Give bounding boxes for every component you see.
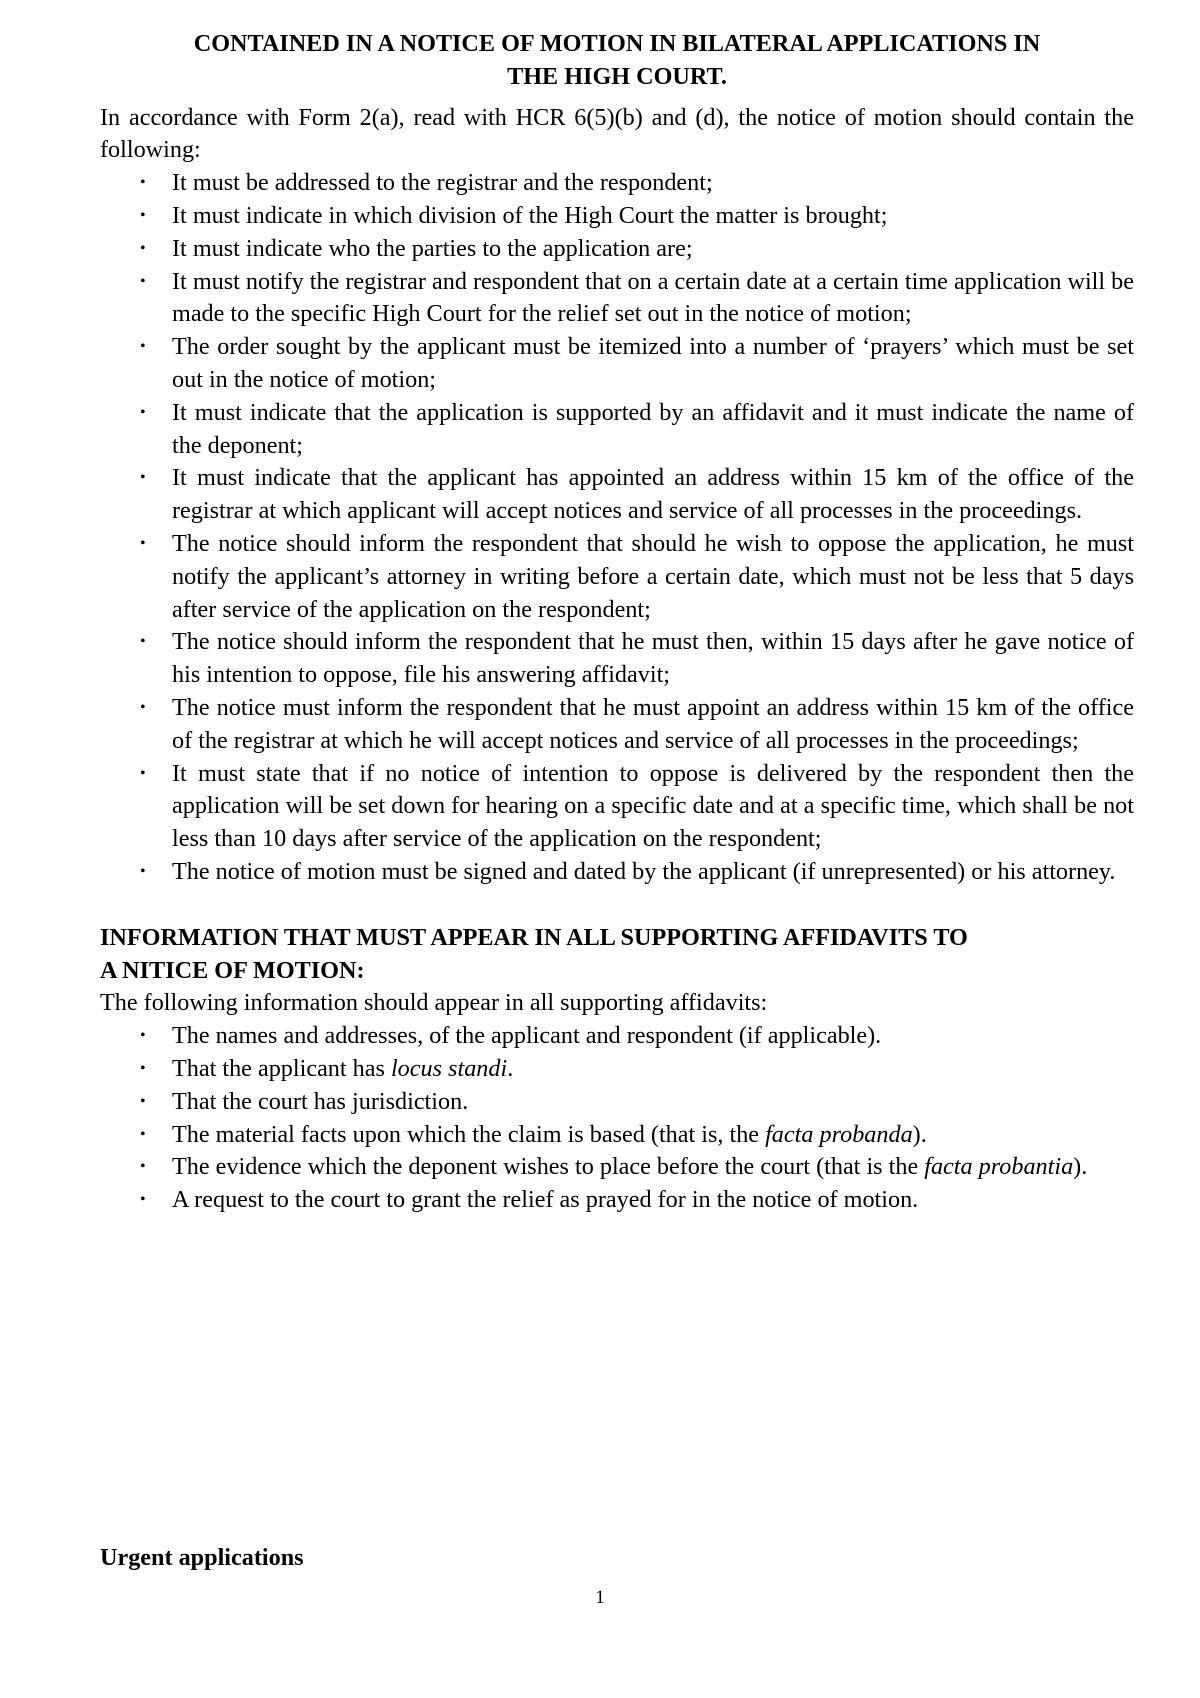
bullet-icon: •: [140, 338, 146, 356]
notice-list-item: [140, 626, 1134, 692]
bullet-icon: •: [140, 764, 146, 782]
notice-list-item: [140, 233, 1134, 266]
affidavit-list-item: [140, 1151, 1134, 1184]
document-title: [100, 28, 1134, 94]
notice-list-item: [140, 528, 1134, 626]
heading-line-1: INFORMATION THAT MUST APPEAR IN ALL SUPPORTING AFFIDAVITS TO: [100, 923, 968, 951]
title-line-1: CONTAINED IN A NOTICE OF MOTION IN BILATERAL APPLICATIONS IN: [193, 30, 1041, 57]
bullet-icon: •: [140, 206, 146, 224]
affidavit-list-item: [140, 1020, 1134, 1053]
notice-list-item: [140, 758, 1134, 856]
affidavit-list-item: [140, 1086, 1134, 1119]
bullet-icon: •: [140, 1158, 146, 1176]
bullet-icon: •: [140, 633, 146, 651]
list-item-text: The evidence which the deponent wishes to place before the court (that is the: [172, 1153, 925, 1181]
notice-list-item: [140, 462, 1134, 528]
list-item-text: It must notify the registrar and respondent that on a certain date at a certain time application will be made to the specific High Court for the relief set out in the notice of motion;: [172, 267, 1134, 328]
list-item-text: The material facts upon which the claim is based (that is, the: [172, 1120, 766, 1148]
affidavit-requirements-list: [100, 1020, 1134, 1217]
bullet-icon: •: [140, 1125, 146, 1143]
intro-paragraph: In accordance with Form 2(a), read with HCR 6(5)(b) and (d), the notice of motion should contain the following:: [100, 103, 1134, 164]
document-page: [100, 28, 1134, 1217]
list-item-text: It must state that if no notice of intention to oppose is delivered by the respondent then the application will be set down for hearing on a specific date and at a specific time, which shall be not less than 10 days after service of the application on the respondent;: [172, 759, 1134, 853]
list-item-text: It must be addressed to the registrar and the respondent;: [172, 169, 713, 197]
list-item-text: It must indicate in which division of the High Court the matter is brought;: [172, 201, 888, 229]
bullet-icon: •: [140, 1092, 146, 1110]
list-item-text-end: ).: [1073, 1153, 1088, 1181]
urgent-applications-heading: Urgent applications: [100, 1544, 304, 1571]
list-item-text: It must indicate that the application is supported by an affidavit and it must indicate the name of the deponent;: [172, 398, 1134, 459]
bullet-icon: •: [140, 174, 146, 192]
notice-list-item: [140, 397, 1134, 463]
list-item-text-end: ).: [912, 1120, 927, 1148]
bullet-icon: •: [140, 698, 146, 716]
notice-list-item: [140, 856, 1134, 889]
affidavit-list-item: [140, 1184, 1134, 1217]
bullet-icon: •: [140, 1191, 146, 1209]
bullet-icon: •: [140, 1059, 146, 1077]
bullet-icon: •: [140, 469, 146, 487]
page-number: 1: [595, 1587, 605, 1608]
bullet-icon: •: [140, 534, 146, 552]
bullet-icon: •: [140, 862, 146, 880]
list-item-text: It must indicate who the parties to the application are;: [172, 234, 693, 262]
bullet-icon: •: [140, 1027, 146, 1045]
list-item-text: The order sought by the applicant must be itemized into a number of ‘prayers’ which must be set out in the notice of motion;: [172, 333, 1134, 393]
affidavit-list-item: [140, 1119, 1134, 1152]
notice-list-item: [140, 331, 1134, 397]
heading-line-2: A NITICE OF MOTION:: [100, 956, 365, 984]
affidavit-list-item: [140, 1053, 1134, 1086]
list-item-text: The notice of motion must be signed and dated by the applicant (if unrepresented) or his attorney.: [172, 857, 1116, 885]
notice-list-item: [140, 692, 1134, 758]
bullet-icon: •: [140, 403, 146, 421]
list-item-text: The names and addresses, of the applicant and respondent (if applicable).: [172, 1022, 882, 1050]
latin-term: facta probanda: [765, 1120, 913, 1148]
latin-term: facta probantia: [924, 1153, 1074, 1181]
notice-requirements-list: [100, 167, 1134, 889]
list-item-text: It must indicate that the applicant has appointed an address within 15 km of the office of the registrar at which applicant will accept notices and service of all processes in the proceedings.: [172, 464, 1134, 525]
title-line-2: THE HIGH COURT.: [507, 62, 727, 90]
bullet-icon: •: [140, 239, 146, 257]
list-item-text-end: .: [507, 1054, 514, 1082]
notice-list-item: [140, 266, 1134, 332]
bullet-icon: •: [140, 272, 146, 290]
affidavit-section-heading: [100, 922, 1134, 988]
list-item-text: That the applicant has: [172, 1054, 391, 1082]
notice-list-item: [140, 167, 1134, 200]
affidavit-intro-paragraph: The following information should appear in all supporting affidavits:: [100, 989, 768, 1017]
notice-list-item: [140, 200, 1134, 233]
list-item-text: The notice should inform the respondent that he must then, within 15 days after he gave notice of his intention to oppose, file his answering affidavit;: [172, 628, 1134, 689]
latin-term: locus standi: [390, 1054, 508, 1082]
list-item-text: The notice should inform the respondent that should he wish to oppose the application, he must notify the applicant’s attorney in writing before a certain date, which must not be less that 5 days after service of the application on the respondent;: [172, 529, 1134, 623]
list-item-text: The notice must inform the respondent that he must appoint an address within 15 km of the office of the registrar at which he will accept notices and service of all processes in the proceedings;: [172, 693, 1134, 754]
list-item-text: A request to the court to grant the relief as prayed for in the notice of motion.: [172, 1186, 919, 1214]
list-item-text: That the court has jurisdiction.: [172, 1087, 469, 1115]
